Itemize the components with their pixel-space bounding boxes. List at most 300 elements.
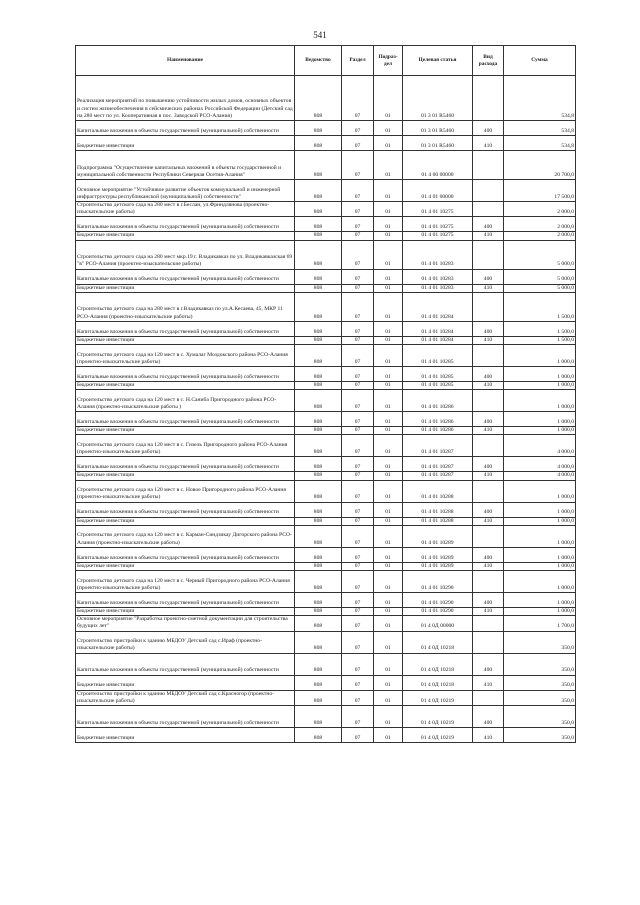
cell-expense-type: 400 <box>473 217 504 232</box>
table-row <box>76 562 576 570</box>
cell-department: 808 <box>295 728 342 743</box>
cell-section: 07 <box>342 76 374 121</box>
cell-department: 808 <box>295 367 342 382</box>
cell-expense-type: 400 <box>473 502 504 517</box>
table-row <box>76 457 576 472</box>
cell-subsection: 01 <box>374 706 403 728</box>
cell-subsection: 01 <box>374 232 403 240</box>
cell-amount: 1 000,0 <box>504 427 576 435</box>
cell-name: Бюджетные инвестиции <box>76 728 295 743</box>
cell-expense-type: 410 <box>473 728 504 743</box>
cell-department: 808 <box>295 480 342 502</box>
page-number: 541 <box>313 30 327 40</box>
cell-department: 808 <box>295 202 342 217</box>
cell-section: 07 <box>342 457 374 472</box>
cell-amount: 1 000,0 <box>504 412 576 427</box>
table-row <box>76 336 576 344</box>
cell-subsection: 01 <box>374 472 403 480</box>
cell-target-article: 01 4 01 10287 <box>403 435 473 457</box>
cell-amount: 5 000,0 <box>504 284 576 292</box>
cell-target-article: 01 4 01 10275 <box>403 232 473 240</box>
cell-target-article: 01 4 01 10288 <box>403 502 473 517</box>
cell-department: 808 <box>295 151 342 180</box>
cell-amount: 1 000,0 <box>504 562 576 570</box>
table-row <box>76 217 576 232</box>
cell-amount: 1 000,0 <box>504 367 576 382</box>
cell-section: 07 <box>342 547 374 562</box>
cell-section: 07 <box>342 593 374 608</box>
cell-department: 808 <box>295 232 342 240</box>
cell-department: 808 <box>295 562 342 570</box>
cell-department: 808 <box>295 435 342 457</box>
cell-target-article: 01 4 01 10283 <box>403 240 473 269</box>
header-target-article: Целевая статья <box>403 46 473 76</box>
cell-section: 07 <box>342 382 374 390</box>
cell-subsection: 01 <box>374 390 403 412</box>
cell-department: 808 <box>295 240 342 269</box>
cell-subsection: 01 <box>374 525 403 547</box>
cell-department: 808 <box>295 336 342 344</box>
cell-department: 808 <box>295 180 342 202</box>
table-row <box>76 427 576 435</box>
cell-amount: 350,0 <box>504 690 576 705</box>
cell-target-article: 01 4 01 10288 <box>403 517 473 525</box>
cell-target-article: 01 4 01 10286 <box>403 427 473 435</box>
cell-amount: 4 000,0 <box>504 435 576 457</box>
header-name: Наименование <box>76 46 295 76</box>
cell-subsection: 01 <box>374 382 403 390</box>
cell-name: Капитальные вложения в объекты государственной (муниципальной) собственности <box>76 502 295 517</box>
cell-department: 808 <box>295 608 342 616</box>
cell-target-article: 01 4 01 10275 <box>403 217 473 232</box>
cell-department: 808 <box>295 517 342 525</box>
cell-name: Строительство детского сада на 280 мест мкр.19 г. Владикавказ по ул. Владикавказская 69 "в" РСО-Алания (проектно-изыскательские работы) <box>76 240 295 269</box>
cell-expense-type <box>473 390 504 412</box>
cell-name: Бюджетные инвестиции <box>76 382 295 390</box>
table-row <box>76 292 576 321</box>
cell-expense-type <box>473 435 504 457</box>
table-row <box>76 151 576 180</box>
cell-expense-type: 400 <box>473 706 504 728</box>
cell-subsection: 01 <box>374 675 403 690</box>
table-row <box>76 690 576 705</box>
table-row <box>76 321 576 336</box>
cell-section: 07 <box>342 525 374 547</box>
cell-subsection: 01 <box>374 616 403 631</box>
cell-target-article: 01 4 0Д 10219 <box>403 690 473 705</box>
cell-amount: 350,0 <box>504 706 576 728</box>
cell-expense-type <box>473 690 504 705</box>
cell-name: Капитальные вложения в объекты государственной (муниципальной) собственности <box>76 593 295 608</box>
cell-target-article: 01 4 01 10290 <box>403 593 473 608</box>
cell-section: 07 <box>342 292 374 321</box>
cell-subsection: 01 <box>374 136 403 151</box>
cell-expense-type <box>473 240 504 269</box>
table-row <box>76 284 576 292</box>
cell-section: 07 <box>342 269 374 284</box>
cell-subsection: 01 <box>374 653 403 675</box>
cell-subsection: 01 <box>374 547 403 562</box>
cell-name: Строительство детского сада на 120 мест в с. Н.Саниба Пригородного района РСО-Алания (проектно-изыскательские работы ) <box>76 390 295 412</box>
cell-expense-type: 400 <box>473 457 504 472</box>
cell-subsection: 01 <box>374 728 403 743</box>
cell-department: 808 <box>295 382 342 390</box>
cell-department: 808 <box>295 547 342 562</box>
cell-subsection: 01 <box>374 608 403 616</box>
table-row <box>76 728 576 743</box>
cell-subsection: 01 <box>374 571 403 593</box>
cell-target-article: 01 4 0Д 10218 <box>403 675 473 690</box>
cell-name: Капитальные вложения в объекты государственной (муниципальной) собственности <box>76 412 295 427</box>
cell-amount: 350,0 <box>504 631 576 653</box>
cell-subsection: 01 <box>374 321 403 336</box>
cell-name: Бюджетные инвестиции <box>76 608 295 616</box>
table-row <box>76 616 576 631</box>
cell-expense-type: 410 <box>473 675 504 690</box>
cell-target-article: 01 4 01 10290 <box>403 571 473 593</box>
cell-section: 07 <box>342 706 374 728</box>
table-row <box>76 390 576 412</box>
cell-department: 808 <box>295 472 342 480</box>
cell-department: 808 <box>295 571 342 593</box>
cell-expense-type: 400 <box>473 412 504 427</box>
cell-target-article: 01 4 00 00000 <box>403 151 473 180</box>
cell-expense-type: 410 <box>473 382 504 390</box>
cell-expense-type: 400 <box>473 269 504 284</box>
cell-department: 808 <box>295 217 342 232</box>
cell-subsection: 01 <box>374 427 403 435</box>
cell-department: 808 <box>295 631 342 653</box>
cell-target-article: 01 4 01 10283 <box>403 269 473 284</box>
cell-expense-type <box>473 616 504 631</box>
cell-department: 808 <box>295 121 342 136</box>
cell-target-article: 01 4 01 10283 <box>403 284 473 292</box>
cell-amount: 17 500,0 <box>504 180 576 202</box>
cell-name: Капитальные вложения в объекты государственной (муниципальной) собственности <box>76 121 295 136</box>
cell-section: 07 <box>342 390 374 412</box>
cell-name: Капитальные вложения в объекты государственной (муниципальной) собственности <box>76 321 295 336</box>
table-row <box>76 180 576 202</box>
cell-name: Капитальные вложения в объекты государственной (муниципальной) собственности <box>76 217 295 232</box>
cell-department: 808 <box>295 345 342 367</box>
cell-amount: 5 000,0 <box>504 269 576 284</box>
cell-subsection: 01 <box>374 562 403 570</box>
cell-subsection: 01 <box>374 336 403 344</box>
cell-expense-type: 400 <box>473 653 504 675</box>
cell-target-article: 01 4 01 10286 <box>403 412 473 427</box>
cell-amount: 350,0 <box>504 653 576 675</box>
cell-department: 808 <box>295 427 342 435</box>
cell-target-article: 01 3 01 R5460 <box>403 121 473 136</box>
cell-name: Бюджетные инвестиции <box>76 336 295 344</box>
cell-name: Подпрограмма "Осуществление капитальных вложений в объекты государственной и муниципальной собственности Республики Северная Осетия-Алания" <box>76 151 295 180</box>
cell-subsection: 01 <box>374 367 403 382</box>
cell-name: Строительство пристройки к зданию МБДОУ Детский сад с.Ираф (проектно-изыскательские работы) <box>76 631 295 653</box>
cell-section: 07 <box>342 240 374 269</box>
cell-target-article: 01 3 01 R5460 <box>403 136 473 151</box>
cell-department: 808 <box>295 136 342 151</box>
cell-name: Бюджетные инвестиции <box>76 284 295 292</box>
cell-section: 07 <box>342 232 374 240</box>
header-subsection: Подраз-дел <box>374 46 403 76</box>
cell-expense-type: 410 <box>473 608 504 616</box>
table-row <box>76 76 576 121</box>
cell-expense-type: 400 <box>473 547 504 562</box>
cell-target-article: 01 4 0Д 10219 <box>403 706 473 728</box>
table-row <box>76 608 576 616</box>
cell-target-article: 01 4 0Д 10218 <box>403 653 473 675</box>
cell-expense-type: 410 <box>473 284 504 292</box>
table-row <box>76 240 576 269</box>
cell-expense-type: 410 <box>473 427 504 435</box>
cell-name: Бюджетные инвестиции <box>76 472 295 480</box>
cell-section: 07 <box>342 367 374 382</box>
cell-target-article: 01 4 01 10284 <box>403 292 473 321</box>
cell-amount: 1 000,0 <box>504 502 576 517</box>
cell-subsection: 01 <box>374 631 403 653</box>
header-section: Раздел <box>342 46 374 76</box>
cell-expense-type <box>473 76 504 121</box>
cell-subsection: 01 <box>374 76 403 121</box>
cell-expense-type: 410 <box>473 336 504 344</box>
cell-expense-type: 410 <box>473 517 504 525</box>
cell-amount: 534,8 <box>504 136 576 151</box>
cell-amount: 350,0 <box>504 728 576 743</box>
cell-target-article: 01 4 01 10285 <box>403 345 473 367</box>
cell-section: 07 <box>342 217 374 232</box>
cell-department: 808 <box>295 690 342 705</box>
cell-subsection: 01 <box>374 502 403 517</box>
cell-target-article: 01 4 01 10289 <box>403 562 473 570</box>
cell-amount: 4 000,0 <box>504 457 576 472</box>
cell-amount: 2 000,0 <box>504 217 576 232</box>
cell-amount: 1 500,0 <box>504 321 576 336</box>
header-amount: Сумма <box>504 46 576 76</box>
cell-section: 07 <box>342 427 374 435</box>
table-row <box>76 631 576 653</box>
cell-name: Строительство детского сада на 280 мест в г.Беслан, ул.Фриндлянова (проектно-изыскательские работы) <box>76 202 295 217</box>
cell-section: 07 <box>342 202 374 217</box>
table-row <box>76 653 576 675</box>
cell-name: Бюджетные инвестиции <box>76 562 295 570</box>
cell-section: 07 <box>342 180 374 202</box>
cell-department: 808 <box>295 292 342 321</box>
cell-amount: 1 000,0 <box>504 593 576 608</box>
table-header-row <box>76 46 576 76</box>
cell-expense-type: 400 <box>473 321 504 336</box>
cell-section: 07 <box>342 616 374 631</box>
cell-target-article: 01 3 01 R5460 <box>403 76 473 121</box>
cell-target-article: 01 4 01 10289 <box>403 525 473 547</box>
cell-section: 07 <box>342 345 374 367</box>
cell-department: 808 <box>295 525 342 547</box>
cell-name: Реализация мероприятий по повышению устойчивости жилых домов, основных объектов и систем жизнеобеспечения в сейсмических районах Российской Федерации (Детский сад на 280 мест по ул. Кооперативная в пос. Заводской РСО-Алания) <box>76 76 295 121</box>
cell-department: 808 <box>295 321 342 336</box>
cell-name: Бюджетные инвестиции <box>76 232 295 240</box>
cell-department: 808 <box>295 269 342 284</box>
cell-target-article: 01 4 0Д 10218 <box>403 631 473 653</box>
cell-department: 808 <box>295 616 342 631</box>
cell-name: Капитальные вложения в объекты государственной (муниципальной) собственности <box>76 269 295 284</box>
cell-amount: 2 000,0 <box>504 202 576 217</box>
cell-subsection: 01 <box>374 435 403 457</box>
table-row <box>76 345 576 367</box>
cell-subsection: 01 <box>374 412 403 427</box>
cell-section: 07 <box>342 690 374 705</box>
cell-name: Капитальные вложения в объекты государственной (муниципальной) собственности <box>76 706 295 728</box>
table-row <box>76 202 576 217</box>
cell-expense-type: 410 <box>473 136 504 151</box>
cell-name: Капитальные вложения в объекты государственной (муниципальной) собственности <box>76 653 295 675</box>
cell-section: 07 <box>342 608 374 616</box>
table-row <box>76 480 576 502</box>
cell-subsection: 01 <box>374 202 403 217</box>
cell-amount: 1 000,0 <box>504 382 576 390</box>
cell-subsection: 01 <box>374 517 403 525</box>
cell-name: Капитальные вложения в объекты государственной (муниципальной) собственности <box>76 547 295 562</box>
cell-section: 07 <box>342 121 374 136</box>
cell-section: 07 <box>342 151 374 180</box>
cell-target-article: 01 4 0Д 00000 <box>403 616 473 631</box>
table-row <box>76 382 576 390</box>
cell-expense-type: 400 <box>473 593 504 608</box>
cell-target-article: 01 4 01 00000 <box>403 180 473 202</box>
cell-amount: 5 000,0 <box>504 240 576 269</box>
cell-section: 07 <box>342 517 374 525</box>
cell-subsection: 01 <box>374 121 403 136</box>
cell-subsection: 01 <box>374 345 403 367</box>
cell-section: 07 <box>342 631 374 653</box>
cell-name: Строительство пристройки к зданию МБДОУ Детский сад с.Красногор (проектно-изыскательские работы) <box>76 690 295 705</box>
cell-section: 07 <box>342 562 374 570</box>
cell-name: Основное мероприятие "Разработка проектно-сметной документации для строительства будущих лет" <box>76 616 295 631</box>
cell-amount: 1 700,0 <box>504 616 576 631</box>
table-row <box>76 367 576 382</box>
cell-amount: 1 500,0 <box>504 292 576 321</box>
cell-section: 07 <box>342 480 374 502</box>
cell-subsection: 01 <box>374 690 403 705</box>
cell-name: Строительство детского сада на 280 мест в г.Владикавказ по ул.А.Кесаева, 45, МКР 11 РСО-Алания (проектно-изыскательские работы) <box>76 292 295 321</box>
cell-expense-type <box>473 151 504 180</box>
cell-subsection: 01 <box>374 240 403 269</box>
cell-expense-type: 410 <box>473 232 504 240</box>
cell-name: Строительство детского сада на 120 мест в с. Гизель Пригородного района РСО-Алания (проектно-изыскательские работы) <box>76 435 295 457</box>
cell-subsection: 01 <box>374 269 403 284</box>
cell-target-article: 01 4 01 10287 <box>403 472 473 480</box>
cell-section: 07 <box>342 336 374 344</box>
cell-department: 808 <box>295 390 342 412</box>
cell-department: 808 <box>295 76 342 121</box>
cell-expense-type <box>473 202 504 217</box>
cell-target-article: 01 4 0Д 10219 <box>403 728 473 743</box>
cell-department: 808 <box>295 412 342 427</box>
cell-section: 07 <box>342 472 374 480</box>
cell-amount: 1 000,0 <box>504 525 576 547</box>
cell-expense-type: 400 <box>473 367 504 382</box>
cell-name: Капитальные вложения в объекты государственной (муниципальной) собственности <box>76 367 295 382</box>
cell-target-article: 01 4 01 10285 <box>403 382 473 390</box>
cell-section: 07 <box>342 412 374 427</box>
cell-target-article: 01 4 01 10290 <box>403 608 473 616</box>
cell-amount: 1 000,0 <box>504 547 576 562</box>
cell-department: 808 <box>295 593 342 608</box>
cell-subsection: 01 <box>374 292 403 321</box>
cell-expense-type <box>473 180 504 202</box>
cell-amount: 350,0 <box>504 675 576 690</box>
cell-expense-type <box>473 525 504 547</box>
cell-target-article: 01 4 01 10284 <box>403 321 473 336</box>
cell-subsection: 01 <box>374 593 403 608</box>
cell-expense-type <box>473 571 504 593</box>
header-expense-type: Вид расхода <box>473 46 504 76</box>
cell-amount: 20 700,0 <box>504 151 576 180</box>
table-row <box>76 269 576 284</box>
cell-section: 07 <box>342 284 374 292</box>
cell-name: Строительство детского сада на 120 мест в с. Хумалаг Моздокского района РСО-Алания (проектно-изыскательские работы) <box>76 345 295 367</box>
cell-expense-type <box>473 292 504 321</box>
cell-amount: 534,8 <box>504 76 576 121</box>
cell-amount: 1 000,0 <box>504 345 576 367</box>
cell-amount: 4 000,0 <box>504 472 576 480</box>
cell-name: Строительство детского сада на 120 мест в с. Карман-Синдзикау Дигорского района РСО-Алания (проектно-изыскательские работы) <box>76 525 295 547</box>
cell-name: Капитальные вложения в объекты государственной (муниципальной) собственности <box>76 457 295 472</box>
cell-department: 808 <box>295 502 342 517</box>
cell-amount: 1 000,0 <box>504 480 576 502</box>
cell-expense-type <box>473 345 504 367</box>
cell-section: 07 <box>342 502 374 517</box>
table-row <box>76 502 576 517</box>
cell-section: 07 <box>342 435 374 457</box>
table-row <box>76 435 576 457</box>
cell-name: Основное мероприятие "Устойчивое развитие объектов коммунальной и инженерной инфраструктуры республиканской (муниципальной) собственности" <box>76 180 295 202</box>
cell-expense-type <box>473 631 504 653</box>
table-row <box>76 412 576 427</box>
table-row <box>76 547 576 562</box>
cell-amount: 1 000,0 <box>504 571 576 593</box>
cell-expense-type: 410 <box>473 562 504 570</box>
budget-table <box>75 45 576 743</box>
cell-target-article: 01 4 01 10284 <box>403 336 473 344</box>
cell-amount: 1 500,0 <box>504 336 576 344</box>
cell-amount: 1 000,0 <box>504 390 576 412</box>
table-row <box>76 136 576 151</box>
cell-target-article: 01 4 01 10287 <box>403 457 473 472</box>
cell-name: Строительство детского сада на 120 мест в с. Черный Пригородного района РСО-Алания (проектно-изыскательские работы) <box>76 571 295 593</box>
cell-expense-type <box>473 480 504 502</box>
cell-target-article: 01 4 01 10285 <box>403 367 473 382</box>
table-row <box>76 706 576 728</box>
table-row <box>76 571 576 593</box>
cell-name: Бюджетные инвестиции <box>76 136 295 151</box>
cell-subsection: 01 <box>374 217 403 232</box>
header-department: Ведомство <box>295 46 342 76</box>
cell-subsection: 01 <box>374 151 403 180</box>
cell-department: 808 <box>295 706 342 728</box>
cell-section: 07 <box>342 571 374 593</box>
table-row <box>76 593 576 608</box>
table-row <box>76 675 576 690</box>
cell-subsection: 01 <box>374 180 403 202</box>
cell-expense-type: 410 <box>473 472 504 480</box>
cell-amount: 1 000,0 <box>504 517 576 525</box>
table-row <box>76 121 576 136</box>
cell-section: 07 <box>342 728 374 743</box>
cell-name: Бюджетные инвестиции <box>76 517 295 525</box>
cell-amount: 534,8 <box>504 121 576 136</box>
cell-subsection: 01 <box>374 480 403 502</box>
cell-target-article: 01 4 01 10286 <box>403 390 473 412</box>
cell-section: 07 <box>342 675 374 690</box>
